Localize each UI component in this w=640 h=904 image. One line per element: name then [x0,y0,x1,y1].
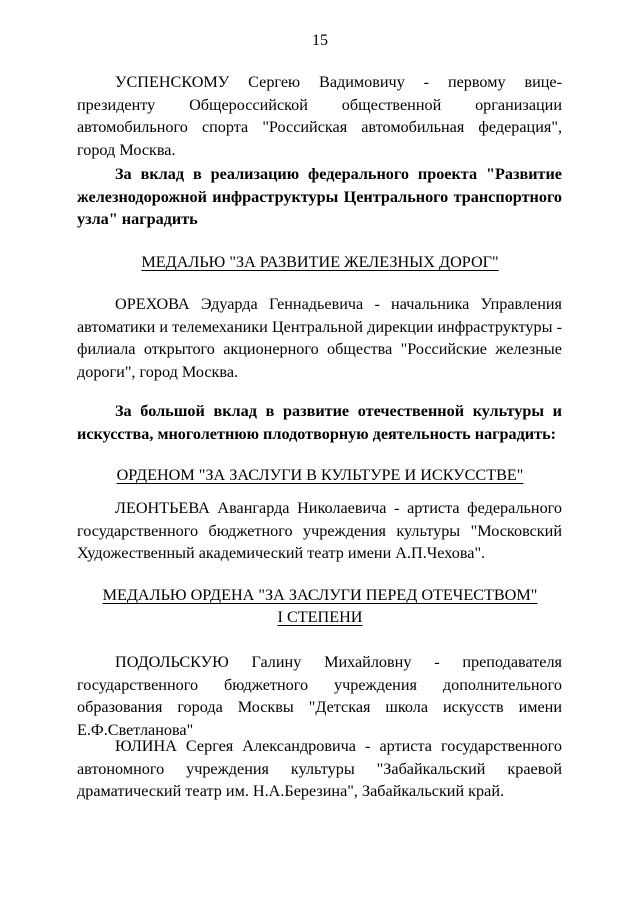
award-paragraph-orekhov: ОРЕХОВА Эдуарда Геннадьевича - начальника Управления автоматики и телемеханики Центральной дирекции инфраструктуры - филиала открытого акционерного общества "Российские железные дороги", город Москва. [77,295,562,381]
page-number: 15 [312,32,328,49]
award-paragraph-podolskaya: ПОДОЛЬСКУЮ Галину Михайловну - преподавателя государственного бюджетного учреждения дополнительного образования города Москвы "Детская школа искусств имени Е.Ф.Светланова" [77,653,562,739]
award-heading-fatherland-medal [40,584,600,628]
award-paragraph-yulin: ЮЛИНА Сергея Александровича - артиста государственного автономного учреждения культуры "Забайкальский краевой драматический театр им. Н.А.Березина", Забайкальский край. [77,737,562,800]
award-paragraph-uspensky: УСПЕНСКОМУ Сергею Вадимовичу - первому вице-президенту Общероссийской общественной организации автомобильного спорта "Российская автомобильная федерация", город Москва. [77,73,562,159]
award-heading-text: МЕДАЛЬЮ "ЗА РАЗВИТИЕ ЖЕЛЕЗНЫХ ДОРОГ" [141,253,499,271]
award-reason-culture: За большой вклад в развитие отечественной культуры и искусства, многолетнюю плодотворную деятельность наградить: [77,402,562,443]
award-heading-line-1: МЕДАЛЬЮ ОРДЕНА "ЗА ЗАСЛУГИ ПЕРЕД ОТЕЧЕСТВОМ" [102,586,538,604]
award-heading-railway-medal [40,251,600,273]
award-heading-culture-order [40,464,600,486]
award-paragraph-leontiev: ЛЕОНТЬЕВА Авангарда Николаевича - артиста федерального государственного бюджетного учреждения культуры "Московский Художественный академический театр имени А.П.Чехова". [77,499,562,562]
award-heading-text: ОРДЕНОМ "ЗА ЗАСЛУГИ В КУЛЬТУРЕ И ИСКУССТВЕ" [116,466,524,484]
award-reason-railway: За вклад в реализацию федерального проекта "Развитие железнодорожной инфраструктуры Центрального транспортного узла" наградить [77,165,562,228]
award-heading-line-2: I СТЕПЕНИ [277,608,363,626]
